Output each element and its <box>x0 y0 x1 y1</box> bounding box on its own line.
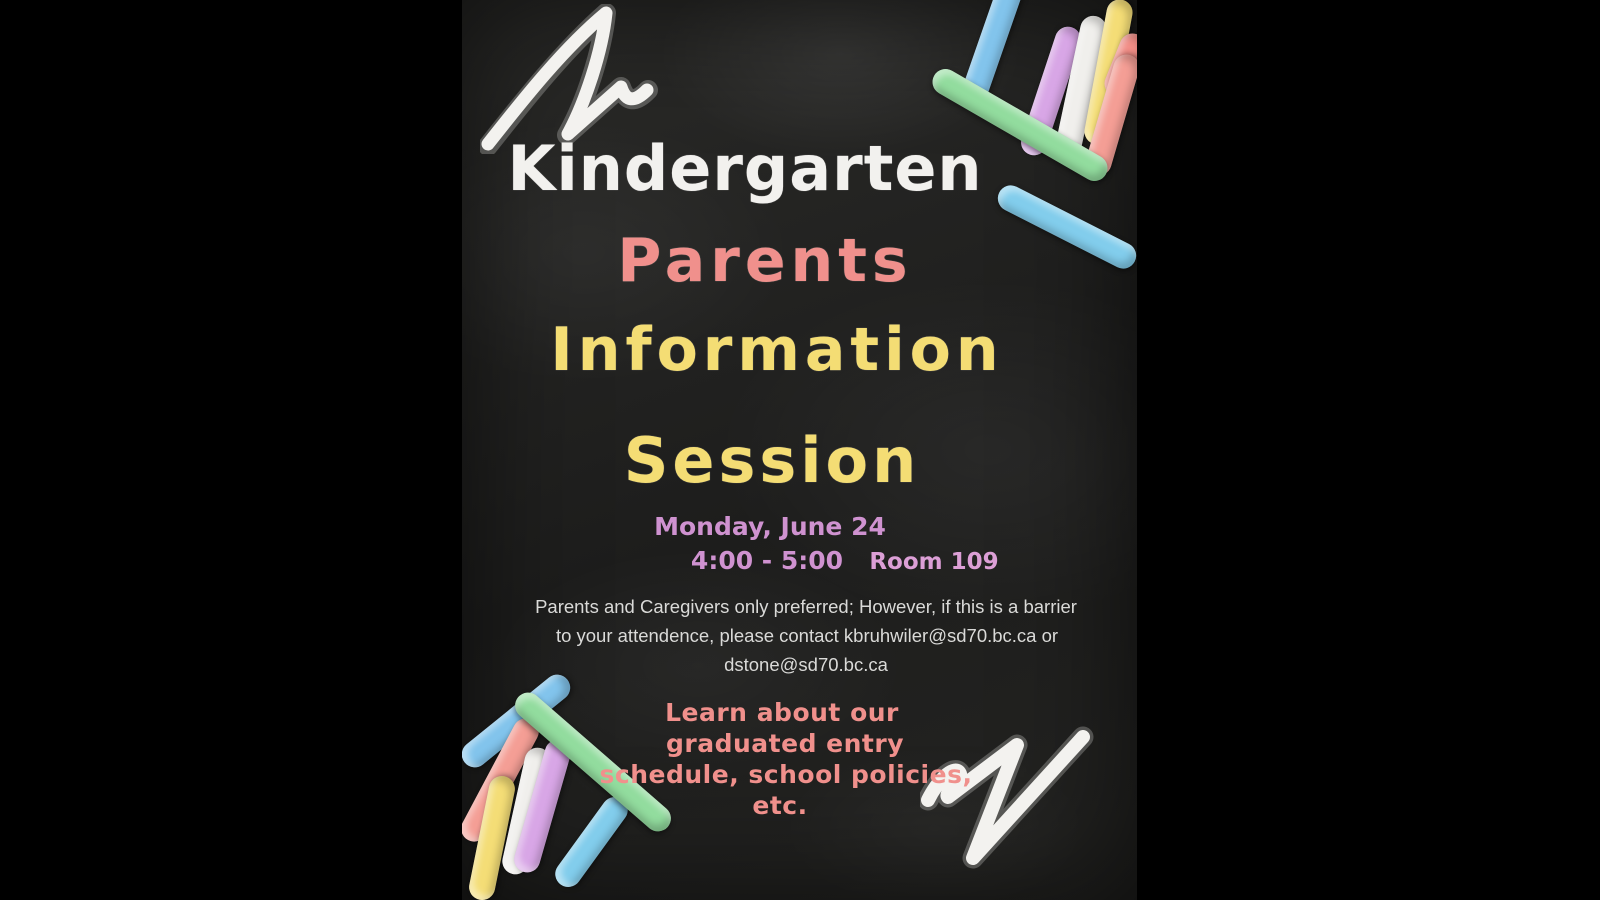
event-time: 4:00 - 5:00 <box>690 546 844 575</box>
title-line-parents: Parents <box>617 226 913 296</box>
flyer <box>462 0 1137 900</box>
footer-line: graduated entry <box>666 729 904 758</box>
note-line: Parents and Caregivers only preferred; However, if this is a barrier <box>535 596 1077 617</box>
note-line: to your attendence, please contact kbruhwiler@sd70.bc.ca or <box>555 625 1059 646</box>
event-room: Room 109 <box>869 549 999 575</box>
footer-line: Learn about our <box>665 698 899 727</box>
footer-line: schedule, school policies, <box>599 760 973 789</box>
title-line-session: Session <box>623 424 921 497</box>
note-line: dstone@sd70.bc.ca <box>724 654 888 675</box>
event-date: Monday, June 24 <box>654 512 886 541</box>
chalk-stick-cyan <box>550 792 633 892</box>
title-line-kindergarten: Kindergarten <box>507 132 983 205</box>
chalk-stick-cyan <box>993 181 1137 273</box>
footer-line: etc. <box>752 791 808 820</box>
chalk-squiggle-bottom-right-icon <box>920 722 1100 874</box>
title-line-information: Information <box>550 315 1004 385</box>
